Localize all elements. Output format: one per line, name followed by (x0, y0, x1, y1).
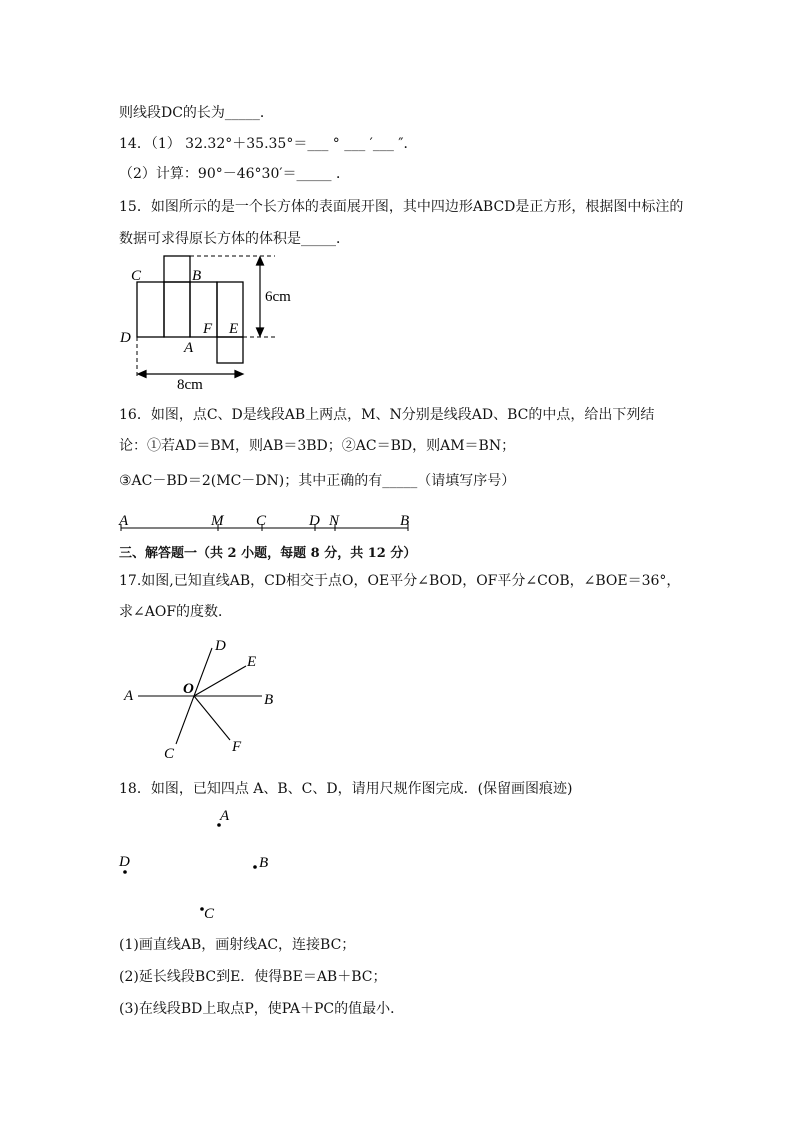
q18-point-c: C (204, 906, 215, 922)
q17-point-a: A (124, 688, 134, 704)
q15-label-b: B (192, 268, 202, 284)
q15-label-e: E (229, 321, 239, 337)
q14-part1: 14．（1） 32.32°＋35.35°＝___ ° ___ ′___ ″． (119, 136, 418, 152)
q17-point-o: O (183, 681, 194, 697)
q17-line2: 求∠AOF的度数． (119, 604, 233, 620)
q14-part2: （2）计算：90°－46°30′＝_____ ． (119, 166, 350, 182)
q15-label-a: A (184, 340, 194, 356)
q16-point-a: A (119, 513, 129, 529)
q18-points-figure (115, 805, 275, 920)
q17-angle-figure (118, 632, 288, 762)
q17-point-c: C (164, 746, 175, 762)
q16-segment-figure (115, 508, 420, 536)
q18-point-a: A (220, 808, 230, 824)
q17-line1: 17.如图,已知直线AB，CD相交于点O，OE平分∠BOD，OF平分∠COB，∠BOE＝36°， (119, 573, 681, 589)
q15-width-label: 8cm (177, 377, 203, 393)
q16-point-d: D (309, 513, 320, 529)
q16-point-c: C (256, 513, 267, 529)
q18-point-d: D (119, 854, 130, 870)
q17-point-e: E (247, 654, 257, 670)
q18-step1: (1)画直线AB，画射线AC，连接BC； (119, 937, 356, 953)
q18-line1: 18．如图，已知四点 A、B、C、D，请用尺规作图完成．(保留画图痕迹) (119, 781, 573, 797)
q13-tail: 则线段DC的长为_____． (119, 105, 274, 121)
q18-step3: (3)在线段BD上取点P，使PA＋PC的值最小． (119, 1001, 405, 1017)
q16-point-m: M (211, 513, 224, 529)
q16-line2: 论：①若AD＝BM，则AB＝3BD；②AC＝BD，则AM＝BN； (119, 438, 516, 454)
q16-line3: ③AC－BD＝2(MC－DN)；其中正确的有_____（请填写序号） (119, 473, 516, 489)
q17-point-d: D (215, 638, 226, 654)
q15-line2: 数据可求得原长方体的体积是_____． (119, 231, 350, 247)
q15-label-c: C (131, 268, 142, 284)
q15-line1: 15．如图所示的是一个长方体的表面展开图，其中四边形ABCD是正方形，根据图中标注的 (119, 199, 684, 215)
q15-label-d: D (120, 330, 131, 346)
q15-net-figure (110, 250, 310, 395)
q16-point-b: B (400, 513, 410, 529)
q16-point-n: N (329, 513, 340, 529)
q15-label-f: F (203, 321, 213, 337)
q15-height-label: 6cm (265, 289, 291, 305)
q17-point-b: B (264, 692, 274, 708)
q16-line1: 16．如图，点C、D是线段AB上两点，M、N分别是线段AD、BC的中点，给出下列结 (119, 407, 655, 423)
q18-step2: (2)延长线段BC到E．使得BE＝AB＋BC； (119, 969, 387, 985)
q17-point-f: F (232, 739, 242, 755)
section3-header: 三、解答题一（共 2 小题，每题 8 分，共 12 分） (119, 546, 417, 561)
q18-point-b: B (259, 855, 269, 871)
